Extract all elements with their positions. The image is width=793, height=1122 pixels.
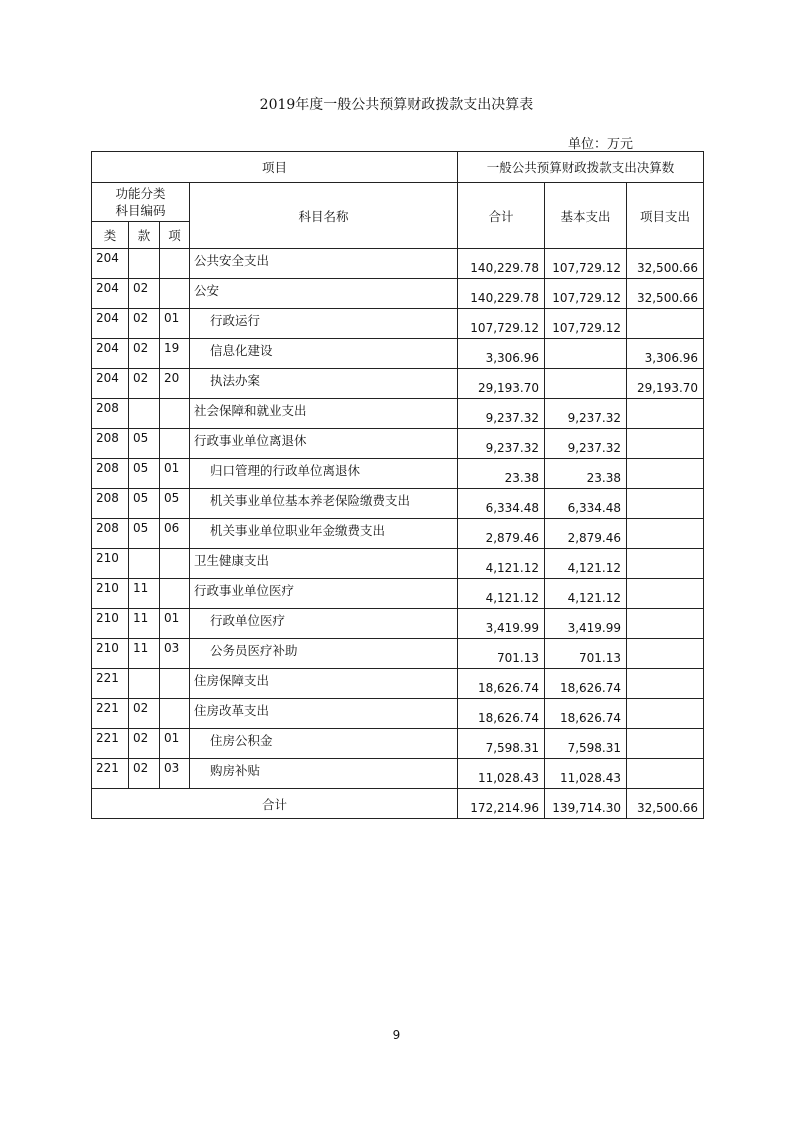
unit-label: 单位：万元 xyxy=(568,137,634,152)
table-row xyxy=(92,579,704,609)
cell-lei: 221 xyxy=(92,669,129,699)
cell-xiang: 06 xyxy=(160,519,190,549)
cell-kuan: 11 xyxy=(129,609,160,639)
cell-total: 3,419.99 xyxy=(458,609,545,639)
header-basic: 基本支出 xyxy=(545,183,627,249)
header-func-class-line2: 科目编码 xyxy=(115,203,166,218)
totals-total: 172,214.96 xyxy=(458,789,545,819)
header-row-2 xyxy=(92,183,704,222)
cell-project: 32,500.66 xyxy=(627,249,704,279)
cell-kuan: 02 xyxy=(129,699,160,729)
page-number: 9 xyxy=(392,1028,401,1042)
cell-basic: 23.38 xyxy=(545,459,627,489)
cell-lei: 210 xyxy=(92,579,129,609)
cell-project xyxy=(627,429,704,459)
cell-subject-name: 行政事业单位离退休 xyxy=(190,429,458,459)
cell-basic: 4,121.12 xyxy=(545,579,627,609)
table-row xyxy=(92,759,704,789)
cell-subject-name: 公务员医疗补助 xyxy=(190,639,458,669)
cell-subject-name: 行政事业单位医疗 xyxy=(190,579,458,609)
totals-row xyxy=(92,789,704,819)
cell-lei: 221 xyxy=(92,699,129,729)
cell-basic: 18,626.74 xyxy=(545,669,627,699)
cell-subject-name: 住房改革支出 xyxy=(190,699,458,729)
cell-lei: 204 xyxy=(92,339,129,369)
table-row xyxy=(92,399,704,429)
cell-xiang xyxy=(160,429,190,459)
cell-kuan: 11 xyxy=(129,639,160,669)
cell-subject-name: 机关事业单位职业年金缴费支出 xyxy=(190,519,458,549)
cell-kuan xyxy=(129,549,160,579)
cell-lei: 204 xyxy=(92,249,129,279)
cell-xiang xyxy=(160,279,190,309)
header-func-class-line1: 功能分类 xyxy=(115,186,166,201)
cell-subject-name: 社会保障和就业支出 xyxy=(190,399,458,429)
header-budget-group: 一般公共预算财政拨款支出决算数 xyxy=(458,152,704,183)
header-project: 项目 xyxy=(92,152,458,183)
cell-kuan: 02 xyxy=(129,309,160,339)
cell-xiang: 20 xyxy=(160,369,190,399)
cell-total: 9,237.32 xyxy=(458,399,545,429)
table-row xyxy=(92,279,704,309)
cell-xiang xyxy=(160,579,190,609)
cell-kuan: 02 xyxy=(129,759,160,789)
cell-lei: 204 xyxy=(92,309,129,339)
cell-project xyxy=(627,639,704,669)
cell-xiang xyxy=(160,669,190,699)
table-row xyxy=(92,309,704,339)
cell-basic: 9,237.32 xyxy=(545,429,627,459)
cell-xiang: 01 xyxy=(160,459,190,489)
cell-kuan: 02 xyxy=(129,279,160,309)
cell-lei: 208 xyxy=(92,519,129,549)
cell-total: 18,626.74 xyxy=(458,669,545,699)
cell-project: 29,193.70 xyxy=(627,369,704,399)
cell-kuan: 02 xyxy=(129,729,160,759)
cell-basic: 107,729.12 xyxy=(545,309,627,339)
cell-basic: 107,729.12 xyxy=(545,279,627,309)
cell-subject-name: 公共安全支出 xyxy=(190,249,458,279)
cell-xiang: 05 xyxy=(160,489,190,519)
table-row xyxy=(92,459,704,489)
table-row xyxy=(92,729,704,759)
cell-project xyxy=(627,549,704,579)
table-row xyxy=(92,249,704,279)
cell-kuan: 02 xyxy=(129,369,160,399)
table-row xyxy=(92,549,704,579)
cell-xiang xyxy=(160,249,190,279)
cell-project xyxy=(627,519,704,549)
table-row xyxy=(92,489,704,519)
cell-subject-name: 购房补贴 xyxy=(190,759,458,789)
cell-subject-name: 执法办案 xyxy=(190,369,458,399)
cell-project xyxy=(627,699,704,729)
budget-table xyxy=(91,151,704,819)
cell-kuan: 05 xyxy=(129,489,160,519)
cell-total: 3,306.96 xyxy=(458,339,545,369)
table-row xyxy=(92,669,704,699)
cell-kuan: 05 xyxy=(129,459,160,489)
cell-subject-name: 行政单位医疗 xyxy=(190,609,458,639)
cell-basic: 3,419.99 xyxy=(545,609,627,639)
cell-xiang: 19 xyxy=(160,339,190,369)
table-body xyxy=(92,249,704,789)
cell-xiang xyxy=(160,549,190,579)
cell-basic: 2,879.46 xyxy=(545,519,627,549)
table-row xyxy=(92,519,704,549)
cell-kuan: 05 xyxy=(129,519,160,549)
document-title: 2019年度一般公共预算财政拨款支出决算表 xyxy=(259,97,534,113)
cell-basic: 7,598.31 xyxy=(545,729,627,759)
cell-project xyxy=(627,759,704,789)
cell-total: 7,598.31 xyxy=(458,729,545,759)
header-lei: 类 xyxy=(92,222,129,249)
cell-xiang: 03 xyxy=(160,759,190,789)
cell-total: 4,121.12 xyxy=(458,549,545,579)
cell-subject-name: 卫生健康支出 xyxy=(190,549,458,579)
cell-basic: 18,626.74 xyxy=(545,699,627,729)
cell-project xyxy=(627,579,704,609)
header-func-class xyxy=(92,183,190,222)
cell-total: 4,121.12 xyxy=(458,579,545,609)
cell-basic: 107,729.12 xyxy=(545,249,627,279)
cell-total: 18,626.74 xyxy=(458,699,545,729)
cell-lei: 208 xyxy=(92,429,129,459)
cell-total: 140,229.78 xyxy=(458,249,545,279)
cell-project xyxy=(627,489,704,519)
cell-subject-name: 行政运行 xyxy=(190,309,458,339)
table-row xyxy=(92,339,704,369)
table-row xyxy=(92,609,704,639)
cell-subject-name: 归口管理的行政单位离退休 xyxy=(190,459,458,489)
cell-xiang xyxy=(160,699,190,729)
cell-project: 32,500.66 xyxy=(627,279,704,309)
cell-total: 107,729.12 xyxy=(458,309,545,339)
cell-kuan: 11 xyxy=(129,579,160,609)
cell-kuan: 02 xyxy=(129,339,160,369)
cell-subject-name: 住房公积金 xyxy=(190,729,458,759)
cell-subject-name: 公安 xyxy=(190,279,458,309)
cell-subject-name: 住房保障支出 xyxy=(190,669,458,699)
cell-xiang: 01 xyxy=(160,609,190,639)
cell-subject-name: 机关事业单位基本养老保险缴费支出 xyxy=(190,489,458,519)
header-project-exp: 项目支出 xyxy=(627,183,704,249)
cell-lei: 221 xyxy=(92,759,129,789)
cell-kuan xyxy=(129,399,160,429)
cell-basic: 701.13 xyxy=(545,639,627,669)
cell-basic: 11,028.43 xyxy=(545,759,627,789)
cell-xiang: 01 xyxy=(160,729,190,759)
cell-basic: 9,237.32 xyxy=(545,399,627,429)
cell-project xyxy=(627,669,704,699)
cell-xiang: 01 xyxy=(160,309,190,339)
cell-kuan xyxy=(129,249,160,279)
cell-lei: 204 xyxy=(92,279,129,309)
table-row xyxy=(92,429,704,459)
cell-lei: 210 xyxy=(92,609,129,639)
totals-project: 32,500.66 xyxy=(627,789,704,819)
cell-total: 9,237.32 xyxy=(458,429,545,459)
cell-kuan: 05 xyxy=(129,429,160,459)
cell-project xyxy=(627,729,704,759)
cell-total: 11,028.43 xyxy=(458,759,545,789)
cell-basic xyxy=(545,339,627,369)
header-xiang: 项 xyxy=(160,222,190,249)
cell-project xyxy=(627,399,704,429)
cell-lei: 221 xyxy=(92,729,129,759)
cell-total: 701.13 xyxy=(458,639,545,669)
header-row-1 xyxy=(92,152,704,183)
cell-xiang: 03 xyxy=(160,639,190,669)
totals-basic: 139,714.30 xyxy=(545,789,627,819)
cell-xiang xyxy=(160,399,190,429)
cell-lei: 208 xyxy=(92,459,129,489)
table-row xyxy=(92,639,704,669)
cell-subject-name: 信息化建设 xyxy=(190,339,458,369)
table-row xyxy=(92,699,704,729)
table-row xyxy=(92,369,704,399)
cell-lei: 210 xyxy=(92,639,129,669)
cell-project xyxy=(627,309,704,339)
cell-lei: 208 xyxy=(92,399,129,429)
cell-basic xyxy=(545,369,627,399)
cell-project xyxy=(627,609,704,639)
header-kuan: 款 xyxy=(129,222,160,249)
cell-total: 6,334.48 xyxy=(458,489,545,519)
header-subject-name: 科目名称 xyxy=(190,183,458,249)
cell-lei: 210 xyxy=(92,549,129,579)
cell-kuan xyxy=(129,669,160,699)
cell-lei: 204 xyxy=(92,369,129,399)
cell-basic: 6,334.48 xyxy=(545,489,627,519)
cell-lei: 208 xyxy=(92,489,129,519)
cell-total: 29,193.70 xyxy=(458,369,545,399)
cell-total: 140,229.78 xyxy=(458,279,545,309)
cell-total: 23.38 xyxy=(458,459,545,489)
cell-total: 2,879.46 xyxy=(458,519,545,549)
cell-basic: 4,121.12 xyxy=(545,549,627,579)
header-total: 合计 xyxy=(458,183,545,249)
cell-project: 3,306.96 xyxy=(627,339,704,369)
cell-project xyxy=(627,459,704,489)
totals-label: 合计 xyxy=(92,789,458,819)
